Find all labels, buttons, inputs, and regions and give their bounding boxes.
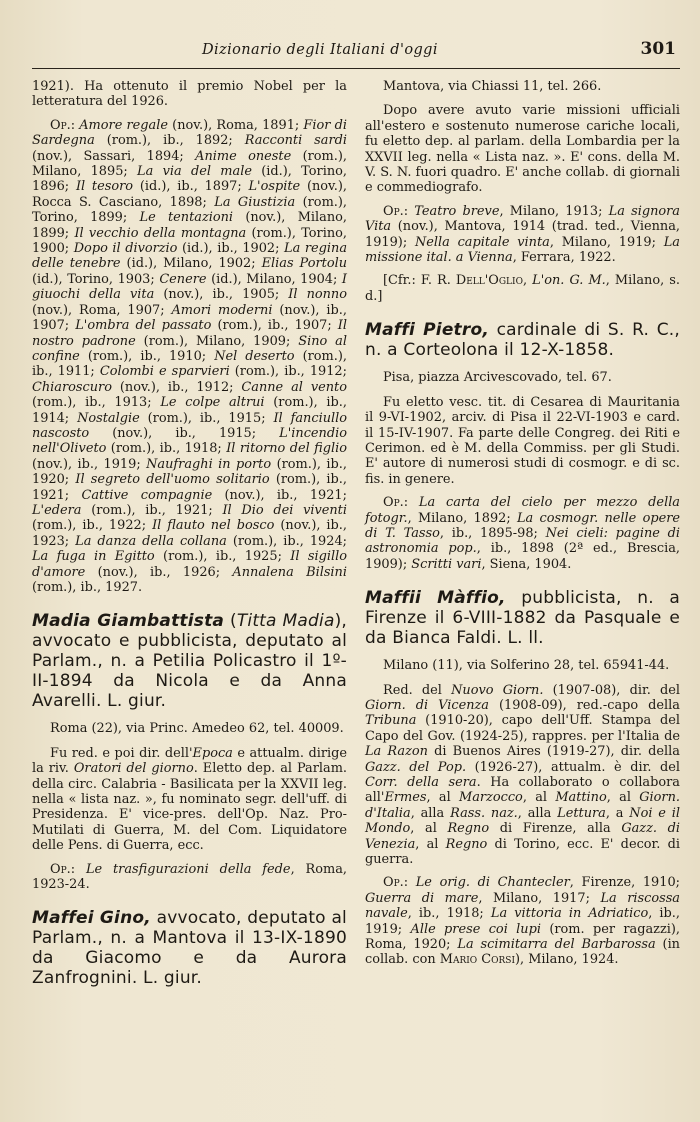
page-header bbox=[32, 36, 680, 69]
text-run: (nov.), ib., 1923; bbox=[32, 518, 347, 549]
italic-title: Ermes bbox=[384, 790, 427, 806]
italic-title: Il flauto nel bosco bbox=[152, 518, 275, 534]
italic-title: Tribuna bbox=[365, 713, 417, 729]
text-run: (1907-08), dir. del bbox=[543, 682, 681, 698]
text-run: (rom.), ib., 1912; bbox=[229, 364, 347, 380]
italic-title: La signora Vita bbox=[365, 203, 680, 235]
page-number: 301 bbox=[640, 39, 676, 59]
text-run: (1908-09), red.-capo della bbox=[488, 697, 680, 713]
small-caps-text: Op.: bbox=[383, 203, 415, 219]
italic-title: Racconti sardi bbox=[244, 133, 347, 149]
text-run: , Milano, 1913; bbox=[499, 203, 609, 219]
italic-title: Giorn. d'Italia bbox=[365, 790, 680, 821]
italic-title: Giorn. di Vicenza bbox=[365, 697, 489, 713]
italic-title: Nella capitale vinta bbox=[414, 234, 550, 250]
italic-title: Scritti vari bbox=[411, 556, 482, 572]
entry-heading-maffii bbox=[365, 588, 680, 648]
italic-title: Colombi e sparvieri bbox=[99, 364, 230, 380]
text-run: (nov.), Rocca S. Casciano, 1898; bbox=[32, 179, 348, 210]
text-run: , bbox=[522, 273, 533, 289]
text-run: (rom.), ib., 1921; bbox=[32, 472, 348, 503]
italic-title: La cosmogr. nelle opere di T. Tasso bbox=[365, 510, 680, 541]
text-run: (in collab. con bbox=[365, 937, 680, 968]
deledda-bio-end: 1921). Ha ottenuto il premio Nobel per la letteratura del 1926. bbox=[32, 79, 347, 110]
text-run: (rom.), ib., 1892; bbox=[94, 133, 245, 149]
italic-title: Il segreto dell'uomo solitario bbox=[75, 472, 270, 488]
small-caps-text: Dell'Oglio bbox=[455, 273, 523, 289]
text-run: (id.), ib., 1897; bbox=[133, 179, 249, 195]
text-run: (rom.), ib., 1907; bbox=[211, 318, 338, 334]
text-run: (rom.), ib., 1921; bbox=[81, 502, 223, 518]
madia-biography bbox=[32, 746, 347, 854]
text-run: . Ha collaborato o collabora all' bbox=[365, 775, 680, 806]
italic-title: Il vecchio della montagna bbox=[74, 225, 247, 241]
italic-title: L'ospite bbox=[248, 179, 301, 195]
italic-title: La carta del cielo per mezzo della fotogr. bbox=[365, 495, 680, 526]
text-run: (nov.), ib., 1926; bbox=[85, 564, 233, 580]
italic-title: Nuovo Giorn. bbox=[451, 682, 544, 698]
italic-title: Titta Madia bbox=[236, 611, 335, 632]
maffei-biography: Dopo avere avuto varie missioni ufficiali all'estero e sostenuto numerose cariche locali, fu eletto dep. al parlam. della Lombardia per la XXVII leg. nella « Lista naz. ». E' cons. della M. V. S. N. fuori quadro. E' anche collab. di giornali e commediografo. bbox=[365, 103, 680, 196]
text-run: Fu red. e poi dir. dell' bbox=[50, 745, 193, 761]
small-caps-text: Op.: bbox=[383, 875, 416, 891]
text-run: , Milano, 1919; bbox=[549, 234, 664, 250]
italic-title: Epoca bbox=[192, 745, 233, 761]
text-run: (id.), Milano, 1902; bbox=[120, 256, 262, 272]
entry-heading-madia bbox=[32, 611, 347, 711]
italic-title: Il tesoro bbox=[75, 179, 134, 195]
italic-title: La scimitarra del Barbarossa bbox=[457, 937, 656, 953]
text-run: , Milano, 1892; bbox=[407, 510, 517, 526]
text-run: , Milano, s. d.] bbox=[365, 273, 680, 304]
italic-title: Il Dio dei viventi bbox=[222, 502, 347, 518]
text-run: (nov.), Sassari, 1894; bbox=[32, 148, 196, 164]
two-column-body bbox=[32, 79, 680, 998]
deledda-works bbox=[32, 118, 347, 596]
text-run: (rom.), ib., 1920; bbox=[32, 456, 347, 488]
text-run: (1910-20), capo dell'Uff. Stampa del Capo del Gov. (1924-25), rappres. per l'Italia de bbox=[365, 713, 680, 744]
italic-title: Annalena Bilsini bbox=[232, 564, 347, 580]
text-run: (rom.), Milano, 1895; bbox=[32, 148, 347, 180]
text-run: e attualm. dirige la riv. bbox=[32, 745, 347, 777]
italic-title: Rass. naz. bbox=[450, 805, 518, 821]
text-run: (rom.), ib., 1922; bbox=[32, 518, 153, 534]
text-run: , al bbox=[606, 790, 640, 806]
text-run: di Firenze, alla bbox=[489, 821, 622, 837]
text-run: (id.), Torino, 1903; bbox=[32, 271, 160, 287]
italic-title: La vittoria in Adriatico bbox=[490, 906, 649, 922]
italic-title: La regina delle tenebre bbox=[32, 241, 348, 272]
italic-title: Nei cieli: pagine di astronomia pop. bbox=[365, 525, 680, 557]
text-run: , a bbox=[605, 805, 630, 821]
entry-heading-maffei bbox=[32, 908, 347, 988]
italic-title: Corr. della sera bbox=[365, 775, 477, 790]
small-caps-text: Mario Corsi bbox=[439, 952, 515, 968]
italic-title: Nostalgie bbox=[77, 410, 140, 426]
text-run: (rom.), ib., 1927. bbox=[32, 580, 143, 595]
italic-title: Il nostro padrone bbox=[32, 318, 348, 349]
text-run: , alla bbox=[517, 805, 558, 821]
italic-title: La riscossa navale bbox=[365, 890, 680, 922]
text-run: (nov.), ib., 1915; bbox=[89, 425, 280, 441]
text-run: cardinale di S. R. C., n. a Corteolona il 12-X-1858. bbox=[365, 320, 680, 361]
text-run: (nov.), ib., 1907; bbox=[32, 302, 347, 334]
italic-title: Le tentazioni bbox=[139, 210, 234, 226]
madia-address: Roma (22), via Princ. Amedeo 62, tel. 40009. bbox=[50, 721, 344, 737]
text-run: (nov.), ib., 1919; bbox=[32, 456, 147, 472]
italic-title: Cattive compagnie bbox=[81, 487, 213, 503]
italic-title: Teatro breve bbox=[414, 203, 500, 219]
text-run: (rom.), ib., 1918; bbox=[106, 441, 227, 457]
italic-title: Fior di Sardegna bbox=[32, 117, 347, 149]
italic-title: Nel deserto bbox=[214, 348, 295, 364]
maffi-pietro-biography: Fu eletto vesc. tit. di Cesarea di Mauritania il 9-VI-1902, arciv. di Pisa il 22-VI-1903 e card. il 15-IV-1907. Fa parte delle Congreg. dei Riti e Cerimon. ed è M. della Commiss. per gli Studi. E' autore di numerosi studi di cosmogr. e di sc. fis. in genere. bbox=[365, 394, 680, 487]
text-run: , ib., 1919; bbox=[365, 906, 681, 937]
italic-title: Le trasfigurazioni della fede bbox=[85, 861, 291, 877]
text-run: ( bbox=[224, 611, 237, 632]
right-column bbox=[365, 79, 680, 998]
italic-title: Le orig. di Chantecler bbox=[415, 875, 570, 891]
text-run: (id.), Torino, 1896; bbox=[32, 164, 347, 195]
italic-title: Il sigillo d'amore bbox=[32, 549, 347, 580]
italic-title: L'edera bbox=[32, 502, 82, 518]
maffei-works bbox=[365, 204, 680, 266]
text-run: di Buenos Aires (1919-27), dir. della bbox=[427, 744, 680, 760]
italic-title: Amore regale bbox=[79, 117, 168, 133]
text-run: (rom.), Milano, 1909; bbox=[135, 333, 299, 349]
text-run: avvocato, deputato al Parlam., n. a Mantova il 13-IX-1890 da Giacomo e da Aurora Zanfrognini. L. giur. bbox=[32, 908, 347, 989]
italic-title: Sino al confine bbox=[32, 333, 347, 364]
text-run: , al bbox=[426, 790, 460, 806]
text-run: (1926-27), attualm. è dir. del bbox=[466, 759, 680, 775]
maffii-biography bbox=[365, 683, 680, 868]
italic-title: Il fanciullo nascosto bbox=[32, 410, 347, 441]
maffei-address: Mantova, via Chiassi 11, tel. 266. bbox=[383, 79, 602, 94]
italic-title: Il nonno bbox=[288, 287, 347, 303]
italic-title: L'incendio nell'Oliveto bbox=[32, 425, 347, 457]
text-run: (nov.), ib., 1912; bbox=[111, 379, 242, 395]
italic-title: Oratori del giorno bbox=[73, 761, 194, 777]
italic-title: Marzocco bbox=[459, 790, 523, 806]
madia-works bbox=[32, 862, 347, 893]
maffii-address: Milano (11), via Solferino 28, tel. 65941-44. bbox=[383, 658, 670, 674]
text-run: , ib., 1898 (2ª ed., Brescia, 1909); bbox=[365, 541, 680, 572]
italic-title: Gazz. di Venezia bbox=[365, 821, 680, 852]
text-run: , al bbox=[410, 821, 448, 837]
entry-heading-maffi-pietro bbox=[365, 320, 680, 360]
italic-title: Regno bbox=[447, 821, 490, 837]
italic-title: La missione ital. a Vienna bbox=[365, 234, 680, 266]
small-caps-text: Op.: bbox=[50, 117, 80, 133]
text-run: , Roma, 1923-24. bbox=[32, 861, 347, 893]
left-column bbox=[32, 79, 347, 998]
small-caps-text: Op.: bbox=[50, 861, 86, 877]
text-run: (nov.), Roma, 1907; bbox=[32, 302, 172, 318]
text-run: (id.), Milano, 1904; bbox=[206, 271, 342, 287]
text-run: Red. del bbox=[383, 682, 452, 698]
italic-title: I giuochi della vita bbox=[32, 271, 347, 303]
text-run: (nov.), Roma, 1891; bbox=[168, 117, 304, 133]
italic-title: Mattino bbox=[555, 790, 607, 806]
italic-title: L'on. G. M. bbox=[532, 273, 606, 289]
text-run: . Eletto dep. al Parlam. della circ. Calabria - Basilicata per la XXVII leg. nella « lista naz. », fu nominato segr. dell'uff. di Presidenza. E' vice-pres. dell'Op. Naz. Pro-Mutilati di Guerra, M. del Com. Liquidatore delle Pens. di Guerra, ecc. bbox=[32, 761, 348, 854]
text-run: , ib., 1918; bbox=[407, 906, 491, 922]
italic-title: La Giustizia bbox=[214, 194, 296, 210]
text-run: ), Milano, 1924. bbox=[515, 952, 619, 968]
italic-title: La via del male bbox=[137, 164, 252, 180]
italic-title: Regno bbox=[445, 836, 488, 852]
text-run: , Milano, 1917; bbox=[478, 890, 601, 906]
text-run: pubblicista, n. a Firenze il 6-VIII-1882 da Pasquale e da Bianca Faldi. L. ll. bbox=[365, 588, 680, 649]
italic-title: Naufraghi in porto bbox=[146, 456, 272, 472]
entry-name: Maffii Màffio, bbox=[365, 588, 506, 609]
text-run: (rom.), ib., 1911; bbox=[32, 348, 347, 380]
italic-title: Alle prese coi lupi bbox=[410, 921, 541, 937]
text-run: (rom.), ib., 1924; bbox=[226, 533, 347, 549]
maffii-works bbox=[365, 875, 680, 967]
italic-title: L'ombra del passato bbox=[75, 318, 212, 334]
text-run: (rom.), Torino, 1900; bbox=[32, 225, 347, 257]
maffi-pietro-works bbox=[365, 495, 680, 572]
italic-title: Chiaroscuro bbox=[32, 379, 112, 395]
italic-title: Il ritorno del figlio bbox=[226, 441, 347, 457]
text-run: (nov.), ib., 1905; bbox=[154, 287, 289, 303]
italic-title: La danza della collana bbox=[75, 533, 227, 549]
text-run: (rom.), ib., 1925; bbox=[154, 549, 291, 565]
text-run: [Cfr.: F. R. bbox=[383, 273, 456, 289]
text-run: , ib., 1895-98; bbox=[439, 525, 546, 541]
italic-title: Cenere bbox=[159, 271, 207, 287]
italic-title: Dopo il divorzio bbox=[73, 241, 178, 257]
text-run: , al bbox=[415, 836, 446, 852]
maffei-reference bbox=[365, 273, 680, 304]
italic-title: La fuga in Egitto bbox=[32, 549, 155, 565]
text-run: (rom.), ib., 1910; bbox=[79, 348, 215, 364]
text-run: , Ferrara, 1922. bbox=[512, 250, 616, 266]
italic-title: Noi e il Mondo bbox=[365, 805, 680, 837]
italic-title: Elias Portolu bbox=[261, 256, 348, 272]
italic-title: Guerra di mare bbox=[365, 890, 479, 906]
text-run: , Siena, 1904. bbox=[481, 556, 572, 572]
text-run: , Firenze, 1910; bbox=[569, 875, 680, 891]
text-run: (nov.), ib., 1921; bbox=[212, 487, 347, 503]
maffi-pietro-address: Pisa, piazza Arcivescovado, tel. 67. bbox=[383, 370, 612, 386]
entry-name: Maffi Pietro, bbox=[365, 320, 489, 341]
text-run: (nov.), Mantova, 1914 (trad. ted., Vienna, 1919); bbox=[365, 219, 680, 250]
running-title: Dizionario degli Italiani d'oggi bbox=[202, 42, 438, 58]
italic-title: Le colpe altrui bbox=[160, 395, 265, 411]
text-run: (rom.), ib., 1914; bbox=[32, 395, 347, 426]
text-run: , al bbox=[522, 790, 556, 806]
italic-title: Amori moderni bbox=[171, 302, 273, 318]
text-run: (rom.), ib., 1913; bbox=[32, 395, 161, 411]
text-run: (rom.), ib., 1915; bbox=[139, 410, 274, 426]
italic-title: Gazz. del Pop. bbox=[365, 759, 467, 775]
italic-title: La Razon bbox=[365, 744, 428, 760]
italic-title: Canne al vento bbox=[241, 379, 347, 395]
entry-name: Maffei Gino, bbox=[32, 908, 151, 929]
text-run: ), avvocato e pubblicista, deputato al Parlam., n. a Petilia Policastro il 1º-II-1894 da Nicola e da Anna Avarelli. L. giur. bbox=[32, 611, 348, 712]
italic-title: Lettura bbox=[557, 805, 606, 821]
text-run: (rom. per ragazzi), Roma, 1920; bbox=[365, 921, 680, 953]
italic-title: Anime oneste bbox=[195, 148, 292, 164]
text-run: (nov.), Milano, 1899; bbox=[32, 210, 347, 241]
text-run: , alla bbox=[410, 805, 451, 821]
small-caps-text: Op.: bbox=[383, 495, 419, 511]
text-run: (id.), ib., 1902; bbox=[177, 241, 285, 257]
entry-name: Madia Giambattista bbox=[32, 611, 225, 632]
text-run: (rom.), Torino, 1899; bbox=[32, 194, 348, 226]
text-run: di Torino, ecc. E' decor. di guerra. bbox=[365, 836, 680, 868]
